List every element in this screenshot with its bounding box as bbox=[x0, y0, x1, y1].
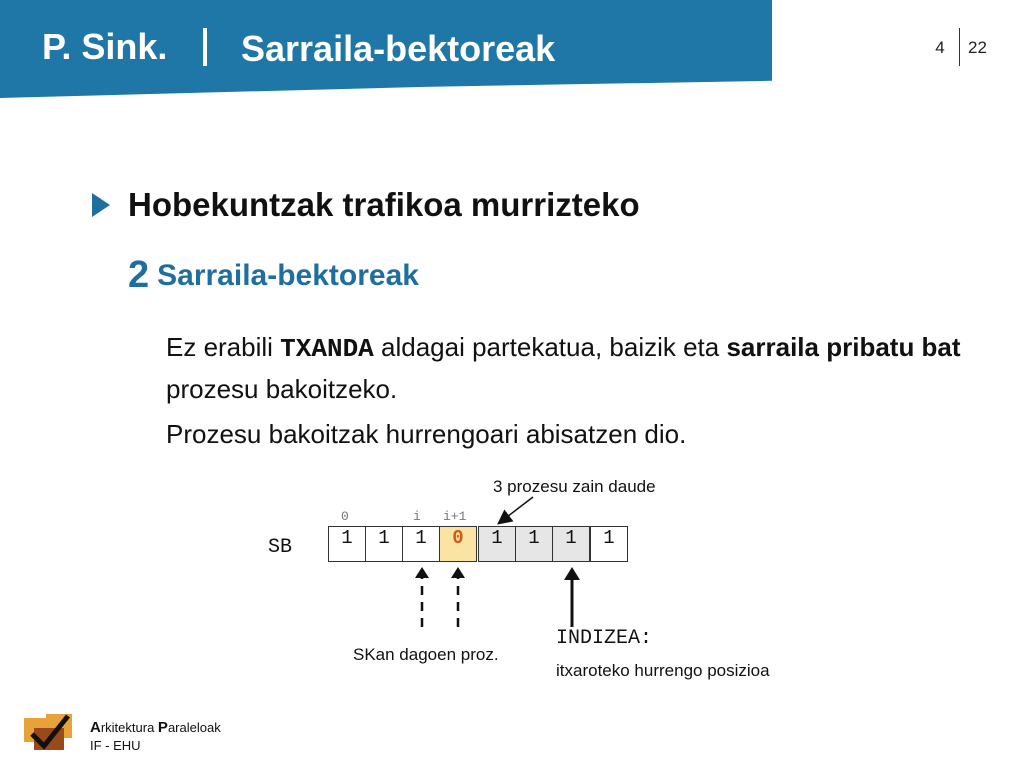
main-heading: Hobekuntzak trafikoa murrizteko bbox=[128, 186, 640, 223]
total-pages-number: 22 bbox=[968, 38, 987, 57]
subheading-number: 2 bbox=[128, 254, 150, 296]
index-label-i-plus-1: i+1 bbox=[443, 509, 467, 524]
index-description: itxaroteko hurrengo posizioa bbox=[556, 661, 770, 680]
paragraph-1-text-b: aldagai partekatua, baizik eta bbox=[373, 332, 727, 362]
footer-text-2: araleloak bbox=[167, 720, 221, 735]
footer-course-name bbox=[90, 719, 221, 736]
critical-section-note: SKan dagoen proz. bbox=[353, 645, 499, 664]
sb-cell-0: 1 bbox=[328, 526, 366, 562]
footer-initial-a: A bbox=[90, 719, 101, 736]
current-page-number: 4 bbox=[935, 38, 945, 57]
sb-cell-4-waiting: 1 bbox=[478, 526, 516, 562]
paragraph-2: Prozesu bakoitzak hurrengoari abisatzen dio. bbox=[166, 419, 687, 449]
index-colon: : bbox=[640, 627, 653, 650]
subheading-text: Sarraila-bektoreak bbox=[157, 259, 419, 292]
sb-array-label: SB bbox=[268, 536, 293, 559]
txanda-code: TXANDA bbox=[280, 334, 374, 364]
cs-arrowhead-i-plus-1 bbox=[451, 567, 465, 578]
footer-text-1: rkitektura bbox=[100, 720, 158, 735]
index-label-0: 0 bbox=[341, 509, 349, 524]
slide-title: Sarraila-bektoreak bbox=[241, 28, 556, 69]
sb-cell-6-waiting: 1 bbox=[552, 526, 590, 562]
sb-cell-7: 1 bbox=[590, 526, 628, 562]
paragraph-1-bold: sarraila pribatu bat bbox=[726, 332, 961, 362]
waiting-note-arrow bbox=[503, 497, 533, 520]
paragraph-1-text-c: prozesu bakoitzeko. bbox=[166, 374, 398, 404]
sb-cell-1: 1 bbox=[365, 526, 403, 562]
index-arrowhead bbox=[564, 567, 580, 580]
index-name bbox=[556, 627, 652, 650]
course-title: P. Sink. bbox=[42, 26, 168, 67]
index-name-text: INDIZEA bbox=[556, 627, 641, 650]
footer-initial-p: P bbox=[157, 719, 168, 736]
sb-cell-2: 1 bbox=[402, 526, 440, 562]
paragraph-1-text-a: Ez erabili bbox=[166, 332, 281, 362]
cs-arrowhead-i bbox=[415, 567, 429, 578]
index-label-i: i bbox=[413, 509, 421, 524]
sb-cell-3-critical: 0 bbox=[439, 526, 477, 562]
waiting-processes-note: 3 prozesu zain daude bbox=[493, 477, 656, 496]
checkmark-logo-icon bbox=[24, 712, 74, 752]
footer-institution: IF - EHU bbox=[90, 738, 141, 753]
sb-cell-5-waiting: 1 bbox=[515, 526, 553, 562]
